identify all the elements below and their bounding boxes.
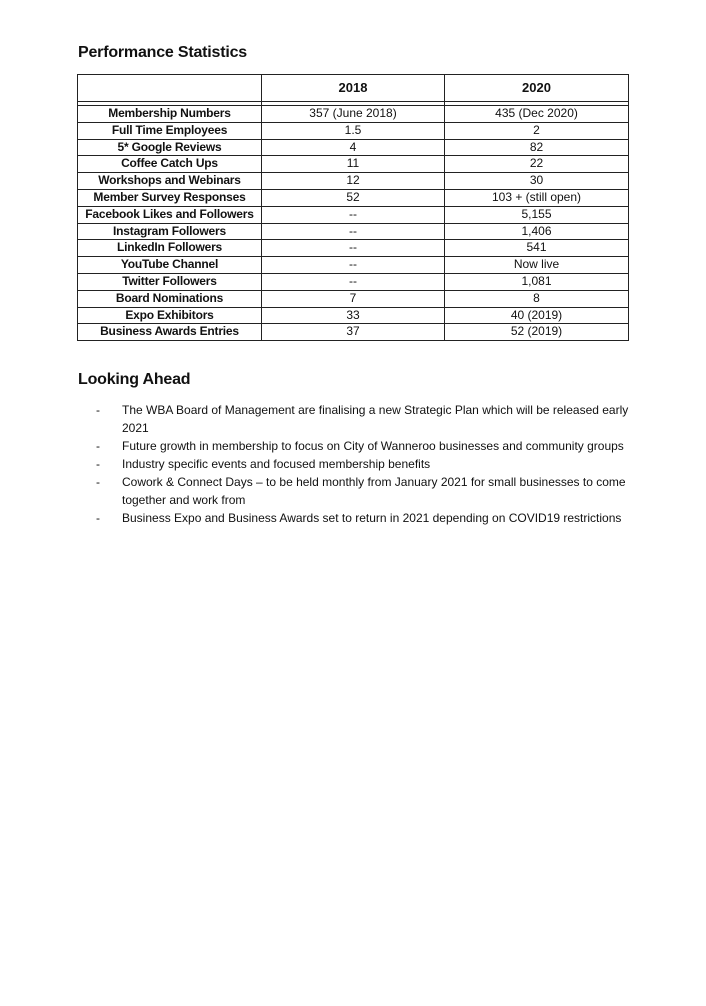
bullet-dash: - xyxy=(96,475,100,489)
table-row xyxy=(78,156,629,173)
value-2018-cell: 12 xyxy=(262,173,445,190)
table-row xyxy=(78,223,629,240)
table-row xyxy=(78,324,629,341)
row-label-cell: Full Time Employees xyxy=(78,122,262,139)
bullet-dash: - xyxy=(96,457,100,471)
value-2018-cell: 357 (June 2018) xyxy=(262,106,445,123)
list-item-text: Business Expo and Business Awards set to return in 2021 depending on COVID19 restrictions xyxy=(122,511,622,525)
table-row xyxy=(78,106,629,123)
list-item-text: Future growth in membership to focus on City of Wanneroo businesses and community groups xyxy=(122,439,624,453)
value-2020-cell: 52 (2019) xyxy=(445,324,629,341)
list-item xyxy=(96,401,636,437)
value-2020-cell: 541 xyxy=(445,240,629,257)
value-2020-cell: 1,081 xyxy=(445,273,629,290)
list-item-text: The WBA Board of Management are finalising a new Strategic Plan which will be released early 2021 xyxy=(122,403,629,435)
value-2020-cell: 2 xyxy=(445,122,629,139)
row-label-cell: YouTube Channel xyxy=(78,257,262,274)
header-cell-empty xyxy=(78,75,262,102)
value-2018-cell: -- xyxy=(262,240,445,257)
table-header-row xyxy=(78,75,629,102)
bullet-dash: - xyxy=(96,511,100,525)
performance-statistics-table xyxy=(77,74,629,341)
list-item xyxy=(96,437,636,455)
row-label-cell: Board Nominations xyxy=(78,290,262,307)
row-label-cell: 5* Google Reviews xyxy=(78,139,262,156)
row-label-cell: Twitter Followers xyxy=(78,273,262,290)
row-label-cell: Member Survey Responses xyxy=(78,189,262,206)
list-item xyxy=(96,455,636,473)
value-2020-cell: 435 (Dec 2020) xyxy=(445,106,629,123)
value-2018-cell: 33 xyxy=(262,307,445,324)
row-label-cell: LinkedIn Followers xyxy=(78,240,262,257)
value-2020-cell: 82 xyxy=(445,139,629,156)
bullet-dash: - xyxy=(96,439,100,453)
value-2018-cell: 7 xyxy=(262,290,445,307)
row-label-cell: Workshops and Webinars xyxy=(78,173,262,190)
value-2018-cell: 11 xyxy=(262,156,445,173)
value-2018-cell: -- xyxy=(262,273,445,290)
table-row xyxy=(78,290,629,307)
value-2018-cell: 1.5 xyxy=(262,122,445,139)
list-item-text: Cowork & Connect Days – to be held monthly from January 2021 for small businesses to come together and work from xyxy=(122,475,626,507)
value-2020-cell: 22 xyxy=(445,156,629,173)
row-label-cell: Business Awards Entries xyxy=(78,324,262,341)
table-row xyxy=(78,257,629,274)
header-cell-2020: 2020 xyxy=(445,75,629,102)
row-label-cell: Membership Numbers xyxy=(78,106,262,123)
table-row xyxy=(78,240,629,257)
value-2020-cell: 1,406 xyxy=(445,223,629,240)
table-row xyxy=(78,206,629,223)
table-row xyxy=(78,139,629,156)
row-label-cell: Facebook Likes and Followers xyxy=(78,206,262,223)
list-item-text: Industry specific events and focused membership benefits xyxy=(122,457,431,471)
header-cell-2018: 2018 xyxy=(262,75,445,102)
performance-statistics-heading: Performance Statistics xyxy=(78,44,248,61)
value-2018-cell: -- xyxy=(262,206,445,223)
value-2020-cell: 40 (2019) xyxy=(445,307,629,324)
list-item xyxy=(96,473,636,509)
value-2020-cell: Now live xyxy=(445,257,629,274)
value-2020-cell: 5,155 xyxy=(445,206,629,223)
bullet-dash: - xyxy=(96,403,100,417)
value-2018-cell: 4 xyxy=(262,139,445,156)
table-row xyxy=(78,307,629,324)
row-label-cell: Coffee Catch Ups xyxy=(78,156,262,173)
table-row xyxy=(78,122,629,139)
table-row xyxy=(78,273,629,290)
value-2018-cell: -- xyxy=(262,223,445,240)
table-row xyxy=(78,173,629,190)
list-item xyxy=(96,509,636,527)
table-row xyxy=(78,189,629,206)
value-2020-cell: 8 xyxy=(445,290,629,307)
row-label-cell: Instagram Followers xyxy=(78,223,262,240)
looking-ahead-list xyxy=(96,401,636,527)
value-2018-cell: 52 xyxy=(262,189,445,206)
value-2018-cell: -- xyxy=(262,257,445,274)
value-2020-cell: 30 xyxy=(445,173,629,190)
looking-ahead-heading: Looking Ahead xyxy=(78,371,191,388)
value-2020-cell: 103 + (still open) xyxy=(445,189,629,206)
row-label-cell: Expo Exhibitors xyxy=(78,307,262,324)
value-2018-cell: 37 xyxy=(262,324,445,341)
